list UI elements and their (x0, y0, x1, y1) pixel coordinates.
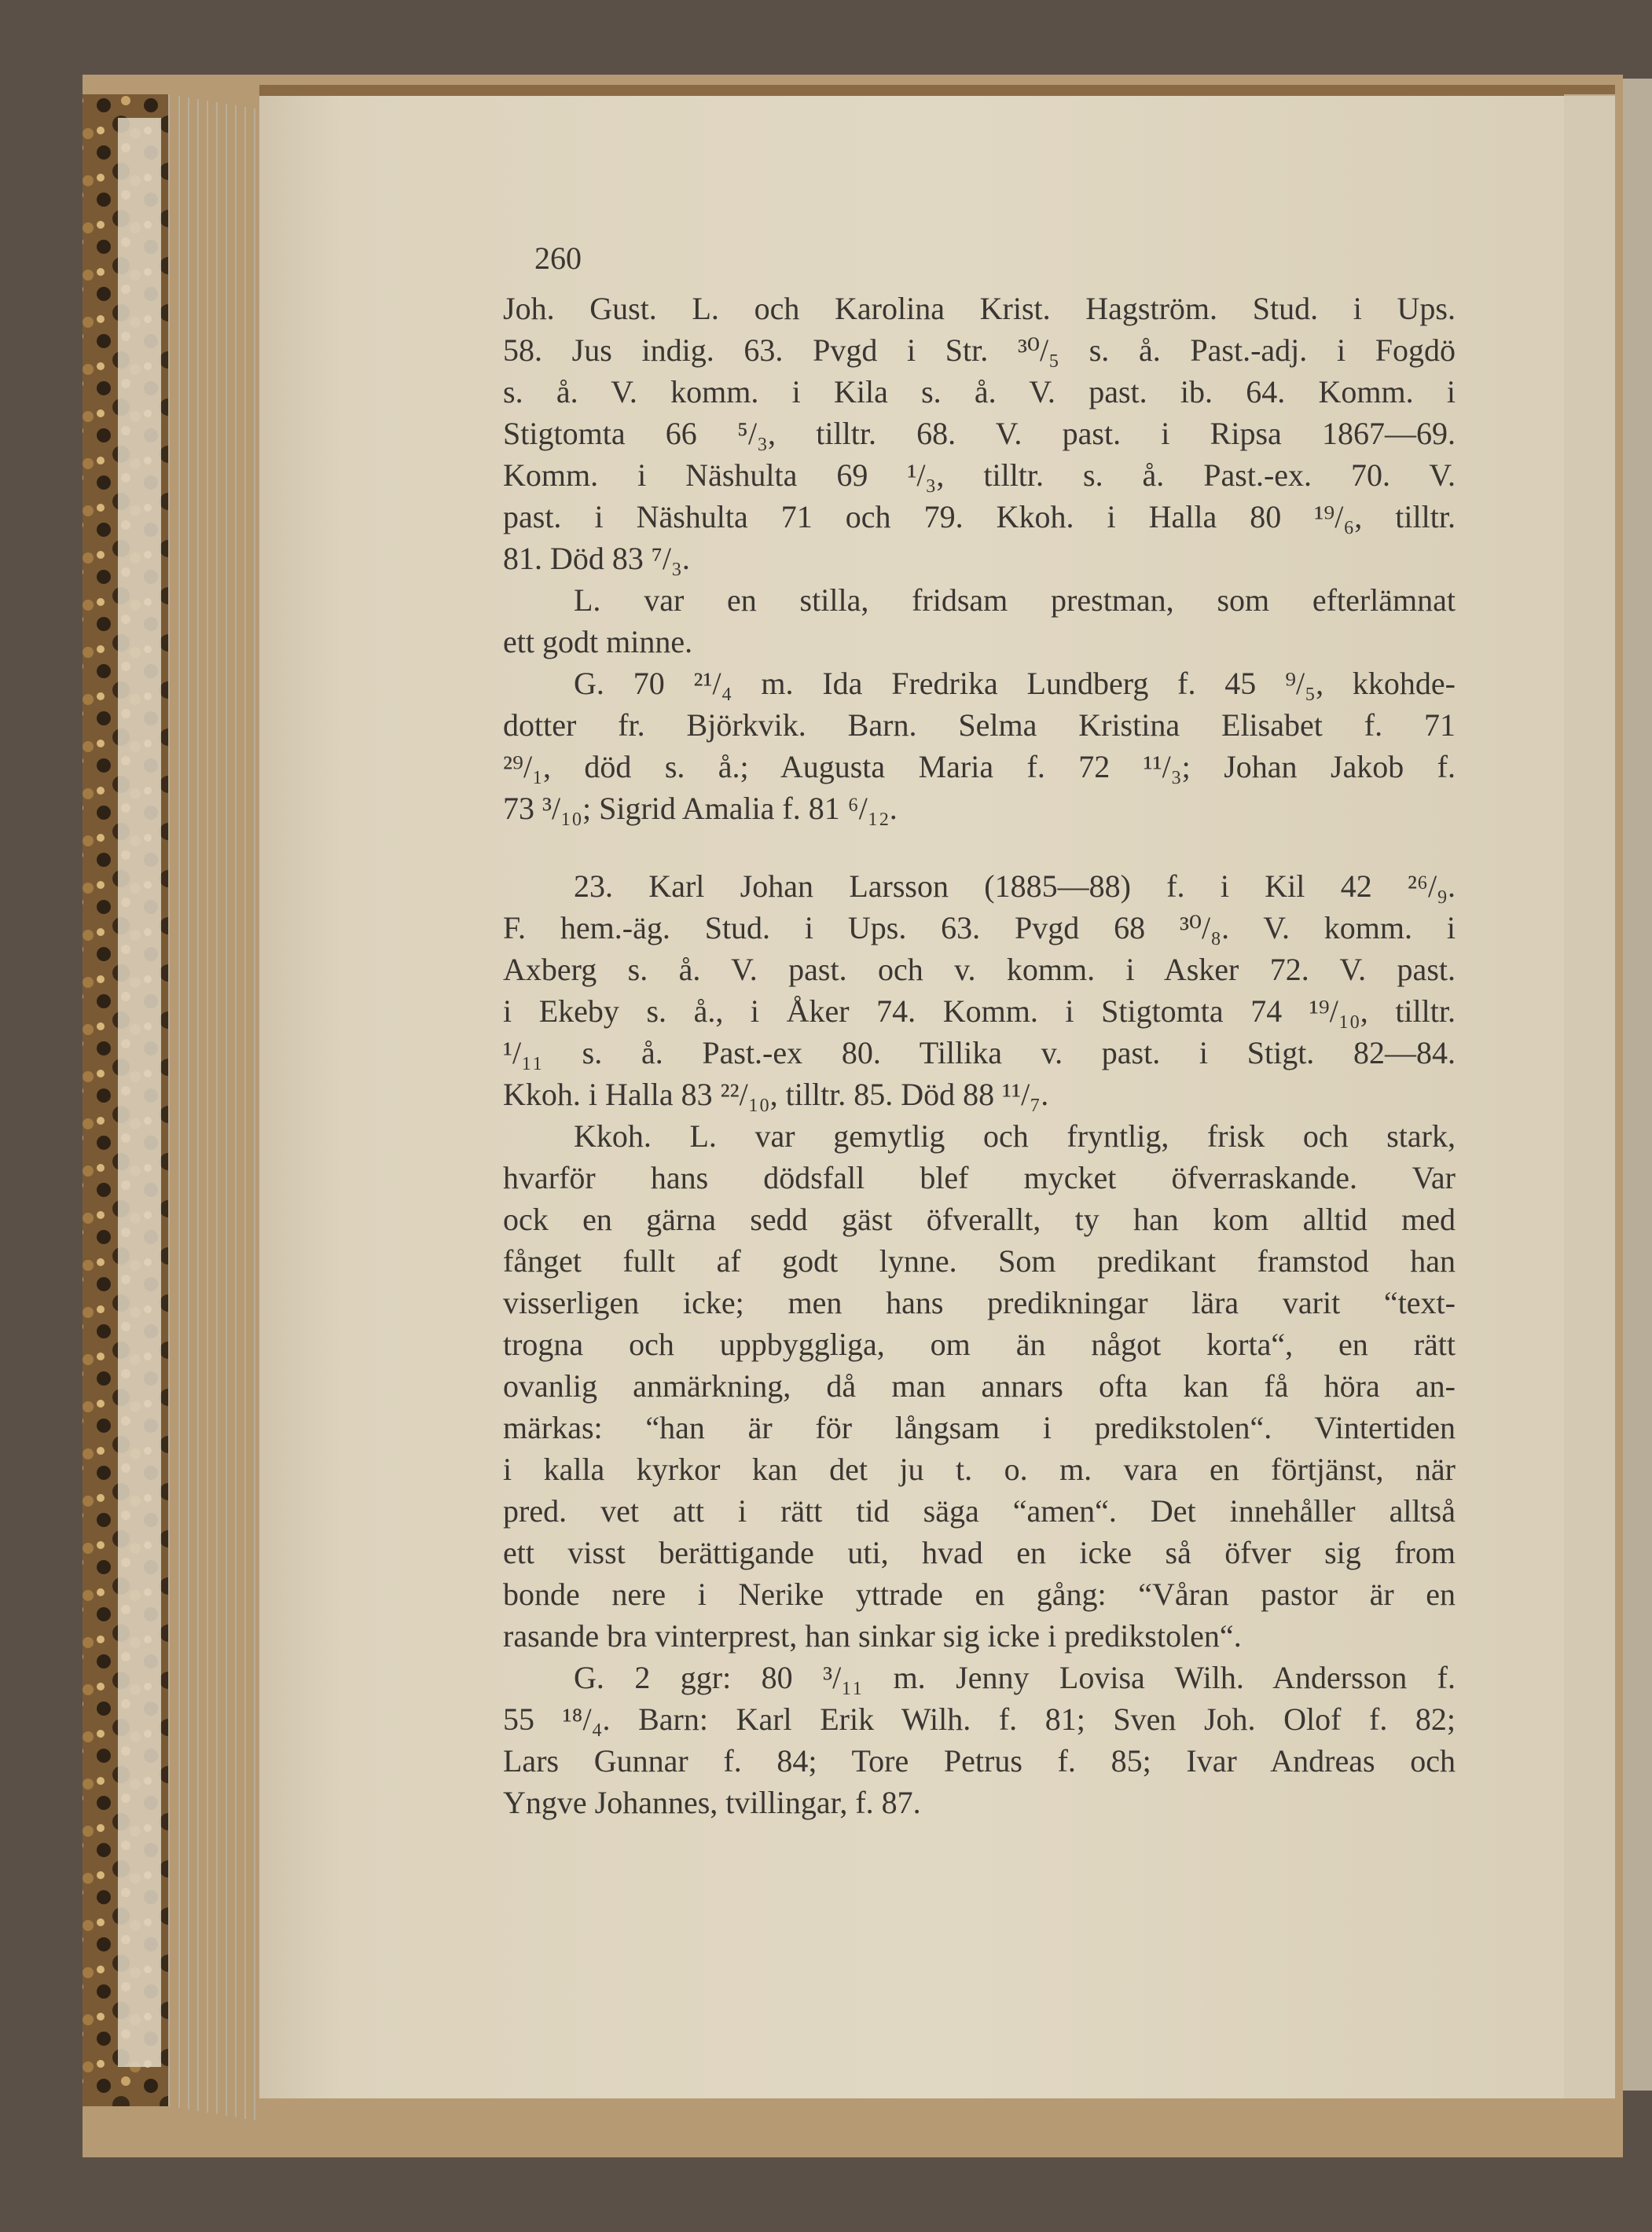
text-line: trogna och uppbyggliga, om än något korta“, en rätt (503, 1327, 1456, 1362)
text-line: 55 ¹⁸/₄. Barn: Karl Erik Wilh. f. 81; Sven Joh. Olof f. 82; (503, 1702, 1456, 1737)
text-line: 23. Karl Johan Larsson (1885—88) f. i Kil 42 ²⁶/₉. (574, 868, 1456, 904)
text-line: Joh. Gust. L. och Karolina Krist. Hagström. Stud. i Ups. (503, 291, 1456, 326)
text-line: i kalla kyrkor kan det ju t. o. m. vara en förtjänst, när (503, 1452, 1456, 1487)
text-body (503, 288, 1456, 1823)
text-line: 73 ³/₁₀; Sigrid Amalia f. 81 ⁶/₁₂. (503, 791, 898, 826)
text-line: ett godt minne. (503, 624, 693, 659)
text-line: L. var en stilla, fridsam prestman, som efterlämnat (574, 582, 1456, 618)
text-line: ¹/₁₁ s. å. Past.-ex 80. Tillika v. past. i Stigt. 82—84. (503, 1035, 1456, 1070)
text-line: Axberg s. å. V. past. och v. komm. i Asker 72. V. past. (503, 952, 1456, 987)
text-line: ²⁹/₁, död s. å.; Augusta Maria f. 72 ¹¹/₃; Johan Jakob f. (503, 749, 1456, 784)
text-line: i Ekeby s. å., i Åker 74. Komm. i Stigtomta 74 ¹⁹/₁₀, tilltr. (503, 993, 1456, 1029)
text-line: pred. vet att i rätt tid säga “amen“. Det innehåller alltså (503, 1493, 1456, 1529)
text-line: ett visst berättigande uti, hvad en icke så öfver sig from (503, 1535, 1456, 1570)
text-line: ovanlig anmärkning, då man annars ofta kan få höra an- (503, 1368, 1456, 1404)
text-line: Komm. i Näshulta 69 ¹/₃, tilltr. s. å. Past.-ex. 70. V. (503, 457, 1456, 493)
text-line: ock en gärna sedd gäst öfverallt, ty han kom alltid med (503, 1202, 1456, 1237)
paragraph-gap (503, 829, 1456, 865)
text-line: bonde nere i Nerike yttrade en gång: “Våran pastor är en (503, 1577, 1456, 1612)
text-line: past. i Näshulta 71 och 79. Kkoh. i Halla 80 ¹⁹/₆, tilltr. (503, 499, 1456, 534)
text-line: Kkoh. i Halla 83 ²²/₁₀, tilltr. 85. Död 88 ¹¹/₇. (503, 1077, 1049, 1112)
page-number: 260 (534, 240, 582, 276)
text-line: fånget fullt af godt lynne. Som predikant framstod han (503, 1243, 1456, 1279)
text-line: rasande bra vinterprest, han sinkar sig icke i predikstolen“. (503, 1618, 1242, 1654)
text-line: Lars Gunnar f. 84; Tore Petrus f. 85; Ivar Andreas och (503, 1743, 1456, 1779)
text-line: Yngve Johannes, tvillingar, f. 87. (503, 1785, 921, 1820)
text-line: F. hem.-äg. Stud. i Ups. 63. Pvgd 68 ³⁰/₈. V. komm. i (503, 910, 1456, 945)
text-line: Stigtomta 66 ⁵/₃, tilltr. 68. V. past. i Ripsa 1867—69. (503, 416, 1456, 451)
text-line: G. 70 ²¹/₄ m. Ida Fredrika Lundberg f. 45 ⁹/₅, kkohde- (574, 666, 1456, 701)
text-line: Kkoh. L. var gemytlig och fryntlig, frisk och stark, (574, 1118, 1456, 1154)
text-line: s. å. V. komm. i Kila s. å. V. past. ib. 64. Komm. i (503, 374, 1456, 409)
text-line: hvarför hans dödsfall blef mycket öfverraskande. Var (503, 1160, 1456, 1195)
text-line: 58. Jus indig. 63. Pvgd i Str. ³⁰/₅ s. å. Past.-adj. i Fogdö (503, 332, 1456, 368)
text-line: visserligen icke; men hans predikningar lära varit “text- (503, 1285, 1456, 1320)
text-line: G. 2 ggr: 80 ³/₁₁ m. Jenny Lovisa Wilh. Andersson f. (574, 1660, 1456, 1695)
text-line: 81. Död 83 ⁷/₃. (503, 541, 690, 576)
text-line: dotter fr. Björkvik. Barn. Selma Kristina Elisabet f. 71 (503, 707, 1456, 743)
text-line: märkas: “han är för långsam i predikstolen“. Vintertiden (503, 1410, 1456, 1445)
